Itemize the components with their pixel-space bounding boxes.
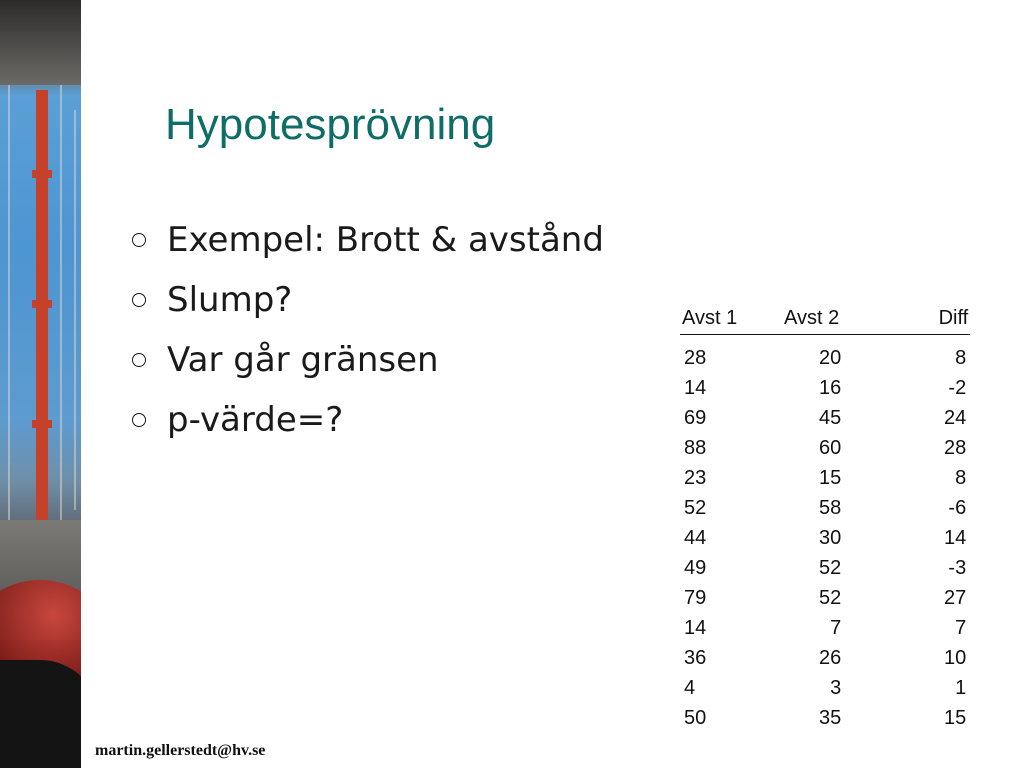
bridge-tower-beam	[32, 420, 52, 428]
hollow-circle-icon	[132, 413, 146, 427]
table-cell: 45	[818, 406, 842, 429]
bridge-cable	[60, 85, 62, 525]
table-body	[680, 335, 970, 734]
table-cell: 69	[684, 406, 707, 429]
slide-title: Hypotesprövning	[165, 100, 496, 149]
bullet-item	[130, 332, 604, 392]
table-row	[680, 463, 970, 493]
table-row	[680, 493, 970, 523]
column-header-avst2: Avst 2	[784, 304, 841, 335]
table-row	[680, 613, 970, 643]
bullet-text: Exempel: Brott & avstånd	[167, 220, 604, 260]
table-row	[680, 703, 970, 733]
table-cell: 49	[684, 556, 707, 579]
table-cell: 58	[818, 496, 842, 519]
bullet-item	[130, 272, 604, 332]
table-cell: 36	[684, 646, 707, 669]
car-dashboard	[0, 660, 81, 768]
photo-top-shade	[0, 0, 81, 85]
footer-email: martin.gellerstedt@hv.se	[95, 742, 266, 759]
bullet-text: Slump?	[167, 280, 293, 320]
table-cell: 16	[818, 376, 842, 399]
table-cell: 44	[684, 526, 707, 549]
table-header-row	[680, 304, 970, 335]
bridge-cable	[8, 85, 10, 525]
decorative-bridge-photo	[0, 0, 81, 768]
table-cell: 52	[684, 496, 707, 519]
table-row	[680, 433, 970, 463]
table-cell: 52	[818, 586, 842, 609]
table-cell: 14	[943, 526, 967, 549]
table-cell: 30	[818, 526, 842, 549]
table-cell: 35	[818, 706, 842, 729]
table-cell: 24	[943, 406, 967, 429]
table-cell: 28	[684, 346, 707, 369]
column-header-avst1: Avst 1	[680, 304, 784, 335]
table-cell: 15	[818, 466, 842, 489]
table-cell: 26	[818, 646, 842, 669]
table-cell: 4	[684, 676, 696, 699]
bridge-tower-beam	[32, 300, 52, 308]
table-cell: 14	[684, 376, 707, 399]
table-cell: 14	[684, 616, 707, 639]
table-cell: 50	[684, 706, 707, 729]
table-cell: 15	[943, 706, 967, 729]
column-header-diff: Diff	[841, 304, 970, 335]
table-cell: 8	[955, 466, 967, 489]
table-cell: 60	[818, 436, 842, 459]
table-row	[680, 643, 970, 673]
table-cell: 8	[955, 346, 967, 369]
table-cell: 28	[943, 436, 967, 459]
table-row	[680, 335, 970, 374]
bridge-cable	[74, 110, 76, 510]
hollow-circle-icon	[132, 293, 146, 307]
table-cell: 3	[830, 676, 842, 699]
bullet-item	[130, 392, 604, 452]
table-row	[680, 373, 970, 403]
table-cell: 79	[684, 586, 707, 609]
table-cell: -6	[948, 496, 967, 519]
table-row	[680, 523, 970, 553]
table-cell: 7	[955, 616, 967, 639]
table-row	[680, 583, 970, 613]
hollow-circle-icon	[132, 233, 146, 247]
hollow-circle-icon	[132, 353, 146, 367]
bullet-text: Var går gränsen	[167, 340, 439, 380]
table-row	[680, 403, 970, 433]
bullet-item	[130, 212, 604, 272]
table-cell: 52	[818, 556, 842, 579]
table-cell: -3	[948, 556, 967, 579]
table-cell: 88	[684, 436, 707, 459]
bridge-tower-beam	[32, 170, 52, 178]
table-cell: -2	[948, 376, 967, 399]
table-cell: 10	[943, 646, 967, 669]
bullet-list	[130, 212, 604, 452]
table-cell: 7	[830, 616, 842, 639]
table-cell: 1	[955, 676, 967, 699]
bullet-text: p-värde=?	[167, 400, 344, 440]
table-row	[680, 673, 970, 703]
distance-table	[680, 304, 970, 733]
table-cell: 23	[684, 466, 707, 489]
table-row	[680, 553, 970, 583]
table-cell: 20	[818, 346, 842, 369]
table-cell: 27	[943, 586, 967, 609]
